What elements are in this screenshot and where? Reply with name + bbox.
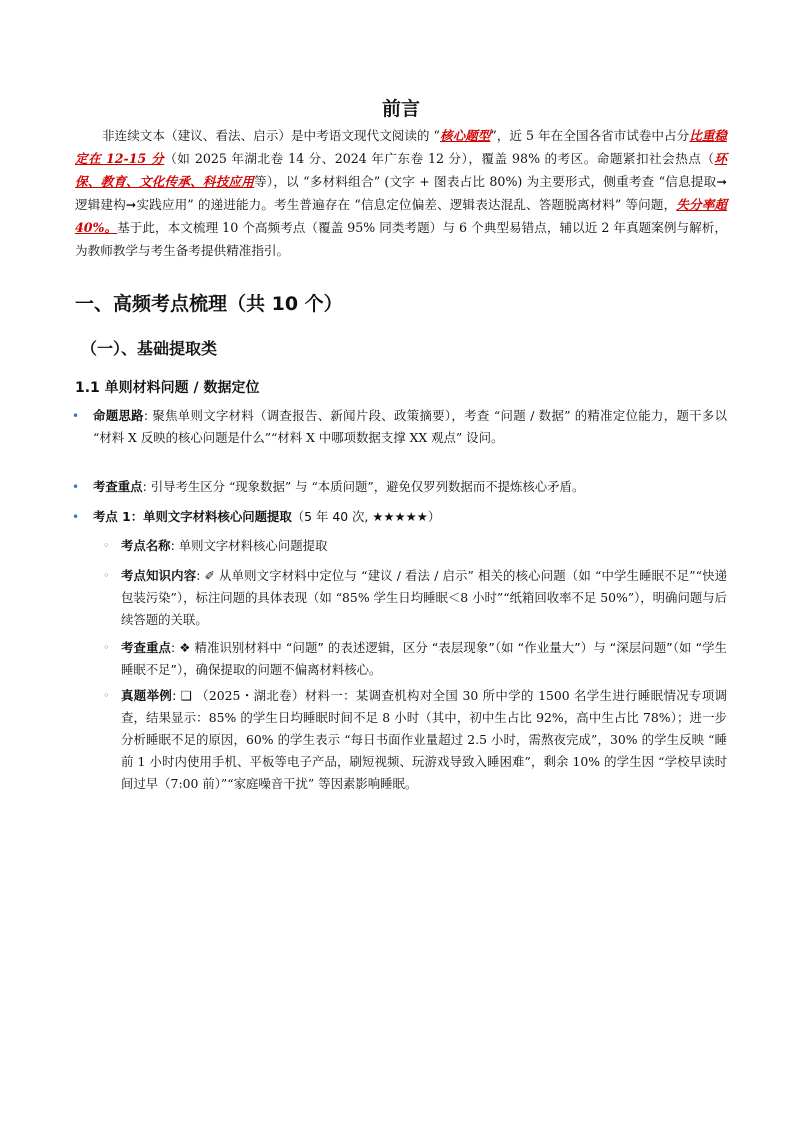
highlight-loss-rate: 失分率超 40%。	[75, 197, 727, 235]
section-heading: 一、高频考点梳理（共 10 个）	[75, 293, 343, 315]
bullet-dot-icon: •	[72, 510, 80, 524]
preface-text-1: 非连续文本（建议、看法、启示）是中考语文现代文阅读的 “	[102, 128, 440, 143]
sub-text: ❑ （2025・湖北卷）材料一：某调查机构对全国 30 所中学的 1500 名学生进行睡眠情况专项调查，结果显示：85% 的学生日均睡眠时间不足 8 小时（其中，初中生占比 92%，高中生占比 78%）；进一步分析睡眠不足的原因，60% 的学生表示 “每日书面作业量超过 2.5 小时，需熬夜完成”，30% 的学生反映 “睡前 1 小时内使用手机、平板等电子产品，刷短视频、玩游戏导致入睡困难”，剩余 10% 的学生因 “学校早读时间过早（7:00 前）”“家庭噪音干扰” 等因素影响睡眠。	[121, 688, 728, 791]
bullet-item-focus	[72, 476, 727, 498]
sub-item-example	[103, 685, 727, 795]
sub-item-focus	[103, 637, 727, 681]
sub-separator: :	[196, 568, 205, 583]
bullet-text: （5 年 40 次, ★★★★★）	[291, 509, 441, 524]
page-title: 前言	[381, 98, 420, 120]
sub-separator: :	[170, 640, 180, 655]
highlight-hot-topics: 环保、教育、文化传承、科技应用	[75, 151, 727, 189]
sub-separator: :	[172, 688, 181, 703]
sub-label: 考点知识内容	[121, 568, 197, 583]
subsection-heading: （一）、基础提取类	[81, 339, 218, 358]
bullet-label: 命题思路	[93, 408, 144, 423]
preface-text-3: （如 2025 年湖北卷 14 分、2024 年广东卷 12 分），覆盖 98% 的考区。命题紧扣社会热点（	[164, 151, 715, 166]
sub-text: ❖ 精准识别材料中 “问题” 的表述逻辑，区分 “表层现象”（如 “作业量大”）与 “深层问题”（如 “学生睡眠不足”），确保提取的问题不偏离材料核心。	[121, 640, 727, 677]
sub-item-name	[103, 535, 727, 557]
circle-bullet-icon: ◦	[103, 569, 110, 582]
sub-label: 真题举例	[121, 688, 173, 703]
bullet-item-point1	[72, 506, 727, 528]
bullet-text: 聚焦单则文字材料（调查报告、新闻片段、政策摘要），考查 “问题 / 数据” 的精准定位能力，题干多以 “材料 X 反映的核心问题是什么”“材料 X 中哪项数据支撑 XX 观点” 设问。	[93, 408, 728, 445]
circle-bullet-icon: ◦	[103, 689, 110, 702]
highlight-score-ratio: 比重稳定在 12-15 分	[75, 128, 728, 166]
sub-separator: :	[170, 538, 179, 553]
bullet-dot-icon: •	[72, 409, 80, 423]
preface-text-2: ”，近 5 年在全国各省市试卷中占分	[490, 128, 690, 143]
preface-paragraph	[75, 124, 727, 262]
preface-text-4: 等），以 “多材料组合” (文字 + 图表占比 80%) 为主要形式，侧重考查 “信息提取➞逻辑建构➞实践应用” 的递进能力。考生普遍存在 “信息定位偏差、逻辑表达混乱、答题脱离材料” 等问题，	[75, 174, 727, 212]
preface-text-5: 基于此，本文梳理 10 个高频考点（覆盖 95% 同类考题）与 6 个典型易错点，辅以近 2 年真题案例与解析，为教师教学与考生备考提供精准指引。	[75, 220, 727, 258]
sub-text: ✐ 从单则文字材料中定位与 “建议 / 看法 / 启示” 相关的核心问题（如 “中学生睡眠不足”“快递包装污染”），标注问题的具体表现（如 “85% 学生日均睡眠＜8 小时”“纸箱回收率不足 50%”），明确问题与后续答题的关联。	[121, 568, 728, 627]
bullet-label: 考查重点	[93, 479, 143, 494]
bullet-separator: :	[143, 408, 153, 423]
bullet-item-proposition	[72, 405, 728, 449]
item-heading: 1.1 单则材料问题 / 数据定位	[75, 380, 260, 396]
sub-text: 单则文字材料核心问题提取	[178, 538, 328, 553]
bullet-dot-icon: •	[72, 480, 80, 494]
sub-item-knowledge	[103, 565, 727, 631]
circle-bullet-icon: ◦	[103, 539, 110, 552]
sub-label: 考查重点	[121, 640, 171, 655]
bullet-label: 考点 1：单则文字材料核心问题提取	[93, 509, 292, 524]
bullet-text: 引导考生区分 “现象数据” 与 “本质问题”，避免仅罗列数据而不提炼核心矛盾。	[150, 479, 585, 494]
sub-label: 考点名称	[121, 538, 171, 553]
highlight-core-type: 核心题型	[439, 128, 491, 143]
circle-bullet-icon: ◦	[103, 641, 110, 654]
bullet-separator: :	[142, 479, 151, 494]
